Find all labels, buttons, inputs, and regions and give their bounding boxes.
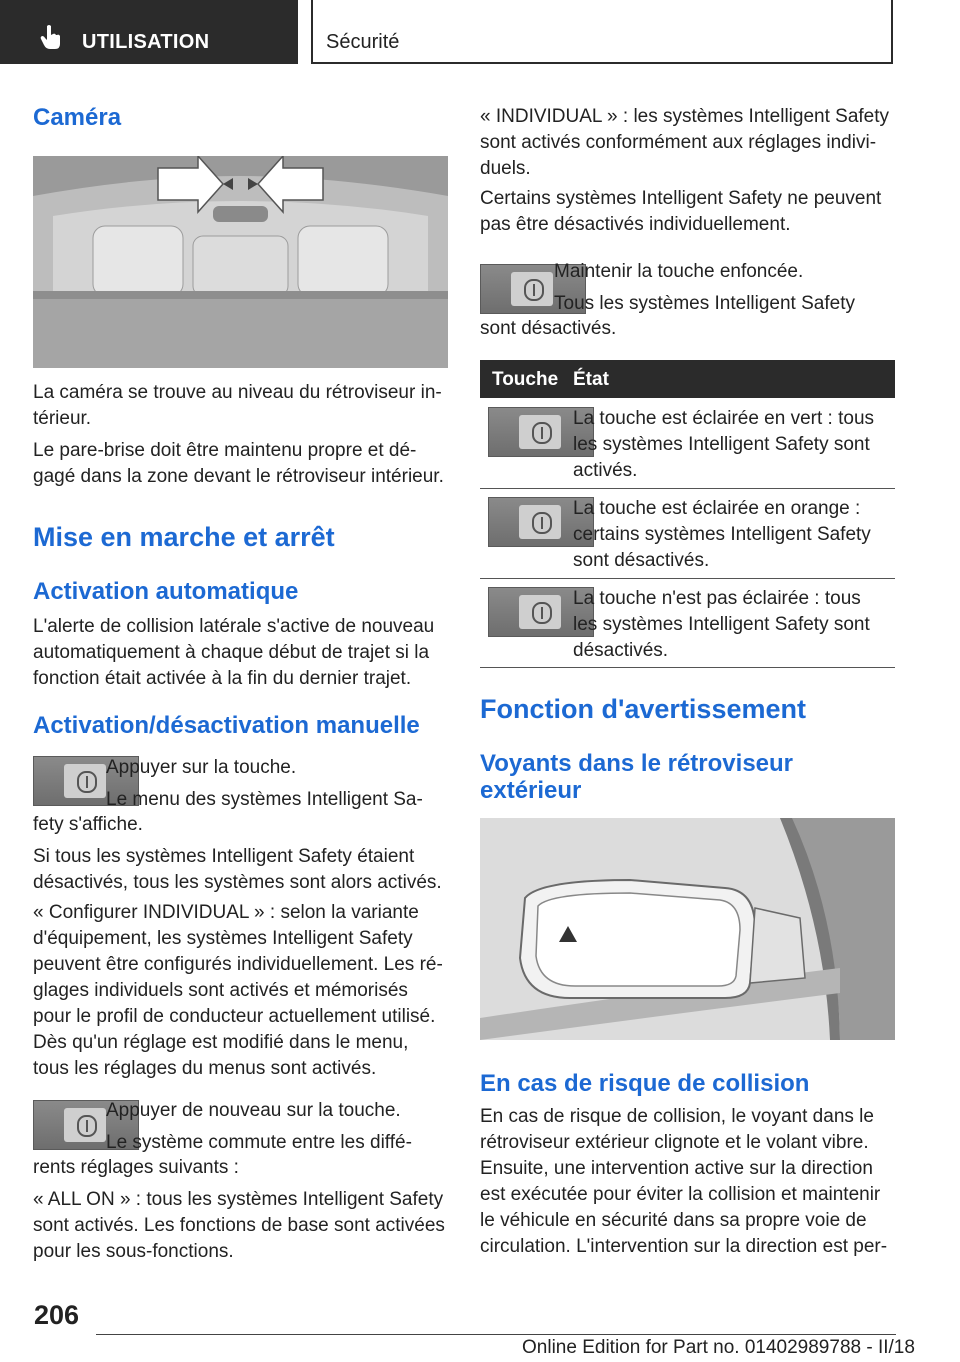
manual-step1-result: Le menu des systèmes Intelligent Sa-	[106, 789, 423, 810]
warning-heading: Fonction d'avertissement	[480, 694, 806, 724]
table-row	[480, 398, 895, 489]
manual-step1-result-cont: fety s'affiche.	[33, 814, 143, 835]
manual-step1: Appuyer sur la touche.	[106, 757, 297, 778]
col-etat: État	[573, 369, 609, 390]
section-title: Sécurité	[326, 31, 400, 53]
table-header	[480, 360, 895, 398]
table-row	[480, 488, 895, 579]
manual-step2-result: Le système commute entre les diffé-	[106, 1132, 412, 1153]
configure-individual-text: « Configurer INDIVIDUAL » : selon la variante d'équipement, les systèmes Intelligent Safety peuvent être configurés individuellement. Les ré- glages individuels sont activés et mémorisés pour le profil de conducteur actuellement utilisé. Dès qu'un réglage est modifié dans le menu, tous les réglages du menus sont activés.	[33, 902, 443, 1079]
section-header	[311, 0, 893, 64]
camera-location-text: La caméra se trouve au niveau du rétroviseur in- térieur.	[33, 382, 442, 429]
camera-interior-image	[33, 156, 448, 368]
cannot-disable-text: Certains systèmes Intelligent Safety ne peuvent pas être désactivés individuellement.	[480, 188, 882, 235]
hold-step: Maintenir la touche enfoncée.	[554, 261, 804, 282]
hand-pointer-icon	[40, 24, 62, 50]
manual-all-off-text: Si tous les systèmes Intelligent Safety étaient désactivés, tous les systèmes sont alors activés.	[33, 846, 442, 893]
all-on-text: « ALL ON » : tous les systèmes Intelligent Safety sont activés. Les fonctions de base sont activées pour les sous-fonctions.	[33, 1189, 445, 1262]
state-green-text: La touche est éclairée en vert : tous les systèmes Intelligent Safety sont activés.	[573, 408, 875, 481]
manual-step2-result-cont: rents réglages suivants :	[33, 1157, 239, 1178]
col-touche: Touche	[492, 369, 559, 390]
page-number: 206	[34, 1300, 80, 1330]
chapter-tab	[0, 0, 298, 64]
onoff-heading: Mise en marche et arrêt	[33, 522, 335, 552]
mirror-lights-heading: Voyants dans le rétroviseur extérieur	[480, 750, 794, 804]
footer-divider	[96, 1334, 896, 1335]
state-orange-text: La touche est éclairée en orange : certains systèmes Intelligent Safety sont désactivés.	[573, 498, 871, 571]
edition-text: Online Edition for Part no. 01402989788 - II/18	[522, 1337, 915, 1358]
collision-heading: En cas de risque de collision	[480, 1070, 810, 1097]
hold-result-cont: sont désactivés.	[480, 318, 617, 339]
auto-activation-text: L'alerte de collision latérale s'active de nouveau automatiquement à chaque début de trajet si la fonction était activée à la fin du dernier trajet.	[33, 616, 435, 689]
manual-step2: Appuyer de nouveau sur la touche.	[106, 1100, 401, 1121]
state-off-text: La touche n'est pas éclairée : tous les systèmes Intelligent Safety sont désactivés.	[573, 588, 870, 661]
collision-text: En cas de risque de collision, le voyant dans le rétroviseur extérieur clignote et le volant vibre. Ensuite, une intervention active sur la direction est exécutée pour éviter la collision et maintenir le véhicule en sécurité dans sa propre voie de circulation. L'intervention sur la direction est per-	[480, 1106, 888, 1257]
individual-text: « INDIVIDUAL » : les systèmes Intelligent Safety sont activés conformément aux réglages indivi- duels.	[480, 106, 890, 179]
side-mirror-image	[480, 818, 895, 1040]
manual-activation-heading: Activation/désactivation manuelle	[33, 712, 420, 739]
camera-clean-text: Le pare-brise doit être maintenu propre et dé- gagé dans la zone devant le rétroviseur intérieur.	[33, 440, 444, 487]
table-row	[480, 578, 895, 668]
hold-result: Tous les systèmes Intelligent Safety	[554, 293, 855, 314]
chapter-title: UTILISATION	[82, 31, 210, 53]
camera-heading: Caméra	[33, 104, 122, 131]
auto-activation-heading: Activation automatique	[33, 578, 299, 605]
